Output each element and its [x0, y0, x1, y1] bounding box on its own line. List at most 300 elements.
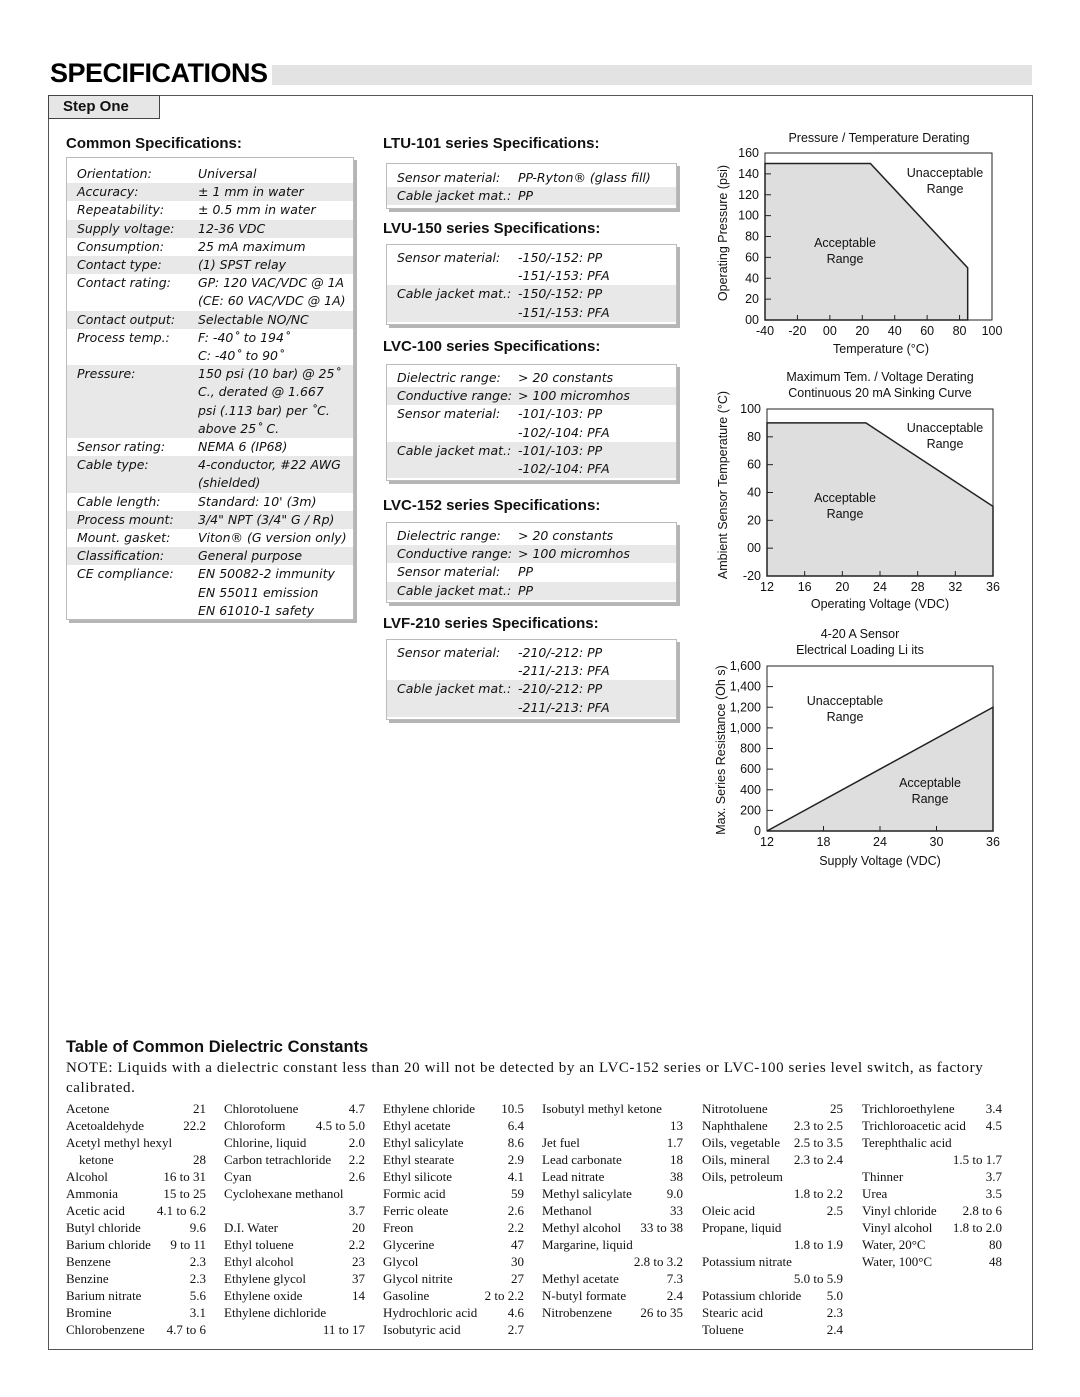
dielectric-entry — [383, 1202, 524, 1219]
dielectric-entry — [224, 1304, 365, 1321]
spec-row — [67, 220, 353, 238]
dielectric-value: 2.2 — [507, 1220, 524, 1235]
spec-value: PP — [518, 564, 534, 580]
spec-value: ± 1 mm in water — [198, 184, 304, 200]
spec-row — [67, 456, 353, 474]
dielectric-value: 4.1 to 6.2 — [156, 1203, 206, 1218]
spec-key — [77, 383, 198, 401]
liquid-name: Ferric oleate — [383, 1203, 449, 1218]
dielectric-entry — [383, 1151, 524, 1168]
liquid-name: Ammonia — [66, 1186, 118, 1201]
dielectric-entry — [702, 1304, 843, 1321]
spec-key — [397, 267, 518, 285]
spec-value: -211/-213: PFA — [518, 699, 610, 715]
liquid-name: Cyan — [224, 1169, 252, 1184]
liquid-name: Barium nitrate — [66, 1288, 142, 1303]
spec-key: Conductive range: — [397, 546, 513, 562]
dielectric-entry — [66, 1151, 206, 1168]
dielectric-value: 59 — [511, 1186, 524, 1201]
chart1-lower-label: Acceptable — [814, 236, 876, 250]
spec-key: Cable jacket mat.: — [397, 442, 512, 458]
spec-row — [387, 563, 676, 581]
liquid-name: Potassium nitrate — [702, 1254, 792, 1269]
spec-value: GP: 120 VAC/VDC @ 1A — [198, 275, 345, 291]
spec-row — [387, 644, 676, 662]
dielectric-entry — [224, 1321, 365, 1338]
dielectric-value: 47 — [511, 1237, 524, 1252]
liquid-name: Toluene — [702, 1322, 744, 1337]
resistance-voltage-chart — [705, 622, 1025, 872]
spec-key: Contact type: — [77, 257, 162, 273]
liquid-name: Acetic acid — [66, 1203, 125, 1218]
dielectric-entry — [66, 1270, 206, 1287]
spec-key: Mount. gasket: — [77, 530, 171, 546]
dielectric-entry — [224, 1270, 365, 1287]
dielectric-entry — [66, 1202, 206, 1219]
spec-key: Pressure: — [77, 366, 136, 382]
dielectric-entry — [862, 1185, 1002, 1202]
dielectric-value: 2.4 — [826, 1322, 843, 1337]
x-tick-label: 28 — [910, 580, 925, 594]
spec-row — [67, 420, 353, 438]
common-specs-box — [66, 157, 354, 620]
x-tick-label: 60 — [920, 324, 935, 338]
spec-value: General purpose — [198, 548, 303, 564]
spec-row — [387, 527, 676, 545]
spec-row — [387, 424, 676, 442]
dielectric-value: 3.7 — [348, 1203, 365, 1218]
y-tick-label: 1,400 — [729, 679, 761, 694]
x-tick-label: 12 — [760, 580, 774, 594]
page-title: SPECIFICATIONS — [50, 58, 268, 88]
spec-key: Sensor material: — [397, 645, 501, 660]
liquid-name: Ethyl stearate — [383, 1152, 455, 1167]
x-tick-label: 00 — [822, 324, 837, 338]
dielectric-col-1 — [66, 1100, 206, 1338]
spec-value: 25 mA maximum — [198, 238, 306, 254]
dielectric-entry — [542, 1151, 683, 1168]
y-tick-label: 1,200 — [729, 700, 761, 715]
spec-key: Sensor material: — [397, 564, 501, 580]
chart1-lower-label2: Range — [826, 252, 864, 266]
spec-row — [67, 311, 353, 329]
y-tick-label: 140 — [738, 166, 759, 181]
y-tick-label: 600 — [740, 762, 761, 777]
liquid-name: Chlorine, liquid — [224, 1135, 307, 1150]
spec-value: -211/-213: PFA — [518, 663, 610, 679]
spec-row — [67, 529, 353, 547]
dielectric-entry — [66, 1168, 206, 1185]
x-tick-label: -40 — [755, 324, 775, 338]
dielectric-value — [839, 1219, 843, 1236]
lvf-specs-heading: LVF-210 series Specifications: — [383, 615, 599, 632]
dielectric-value: 14 — [352, 1288, 365, 1303]
spec-row — [67, 584, 353, 602]
spec-key: Contact output: — [77, 311, 176, 327]
dielectric-entry — [224, 1134, 365, 1151]
liquid-name: Ethyl silicote — [383, 1169, 452, 1184]
dielectric-value: 4.7 — [348, 1101, 365, 1116]
dielectric-value — [361, 1304, 365, 1321]
lvu-specs-heading: LVU-150 series Specifications: — [383, 220, 601, 237]
spec-row — [387, 285, 676, 303]
spec-value: Universal — [198, 166, 257, 181]
liquid-name: Potassium chloride — [702, 1288, 802, 1303]
liquid-name: Trichloroacetic acid — [862, 1118, 966, 1133]
spec-value: NEMA 6 (IP68) — [198, 439, 288, 455]
dielectric-entry — [702, 1236, 843, 1253]
dielectric-value: 9.6 — [189, 1220, 206, 1235]
spec-key — [397, 460, 518, 478]
liquid-name: Vinyl chloride — [862, 1203, 937, 1218]
dielectric-col-3 — [383, 1100, 524, 1338]
dielectric-entry — [862, 1134, 1002, 1151]
spec-value: ± 0.5 mm in water — [198, 202, 316, 218]
liquid-name: Ethyl toluene — [224, 1237, 294, 1252]
dielectric-entry — [702, 1219, 843, 1236]
spec-key — [77, 347, 198, 365]
pressure-temperature-chart — [705, 125, 1025, 365]
dielectric-value: 7.3 — [666, 1271, 683, 1286]
liquid-name: Trichloroethylene — [862, 1101, 955, 1116]
spec-key: Dielectric range: — [397, 370, 501, 385]
dielectric-value: 1.5 to 1.7 — [952, 1152, 1002, 1167]
dielectric-entry — [66, 1236, 206, 1253]
dielectric-entry — [66, 1287, 206, 1304]
spec-key: Repeatability: — [77, 202, 165, 218]
y-tick-label: 80 — [747, 429, 761, 444]
dielectric-col-2 — [224, 1100, 365, 1338]
dielectric-value: 27 — [511, 1271, 524, 1286]
liquid-name: Bromine — [66, 1305, 112, 1320]
dielectric-value: 25 — [830, 1101, 843, 1116]
y-tick-label: 40 — [747, 485, 761, 500]
spec-value: EN 61010-1 safety — [198, 602, 314, 618]
liquid-name: Chloroform — [224, 1118, 286, 1133]
liquid-name: Ethylene oxide — [224, 1288, 303, 1303]
dielectric-entry — [383, 1219, 524, 1236]
liquid-name: Ethylene glycol — [224, 1271, 306, 1286]
chart3-lower-label2: Range — [911, 792, 949, 806]
liquid-name: Margarine, liquid — [542, 1237, 633, 1252]
spec-row — [67, 274, 353, 292]
spec-value: Selectable NO/NC — [198, 311, 309, 327]
dielectric-entry — [224, 1253, 365, 1270]
spec-row — [387, 680, 676, 698]
y-tick-label: 60 — [747, 457, 761, 472]
dielectric-value: 2.9 — [507, 1152, 524, 1167]
dielectric-value: 80 — [989, 1237, 1002, 1252]
dielectric-value: 37 — [352, 1271, 365, 1286]
liquid-name: Thinner — [862, 1169, 904, 1184]
dielectric-value: 2.0 — [348, 1135, 365, 1150]
liquid-name: Methyl acetate — [542, 1271, 619, 1286]
liquid-name: Methanol — [542, 1203, 592, 1218]
spec-row — [67, 256, 353, 274]
dielectric-value: 2.3 — [189, 1271, 206, 1286]
liquid-name: Naphthalene — [702, 1118, 768, 1133]
liquid-name: Acetyl methyl hexyl — [66, 1135, 173, 1150]
dielectric-col-6 — [862, 1100, 1002, 1270]
liquid-name: N-butyl formate — [542, 1288, 627, 1303]
dielectric-entry — [542, 1287, 683, 1304]
chart1-upper-label: Unacceptable — [906, 166, 984, 180]
liquid-name: Methyl alcohol — [542, 1220, 622, 1235]
spec-key: Cable jacket mat.: — [397, 582, 512, 598]
spec-value: F: -40˚ to 194˚ — [198, 329, 291, 345]
spec-row — [67, 493, 353, 511]
ltu-specs-box — [386, 163, 677, 209]
dielectric-entry — [862, 1236, 1002, 1253]
dielectric-value: 23 — [352, 1254, 365, 1269]
spec-row — [67, 511, 353, 529]
spec-value: Standard: 10' (3m) — [198, 493, 317, 509]
liquid-name: Isobutyl methyl ketone — [542, 1101, 662, 1116]
liquid-name: Ethylene dichloride — [224, 1305, 327, 1320]
spec-value: -101/-103: PP — [518, 406, 603, 422]
chart3-title2: Electrical Loading Li its — [796, 643, 924, 657]
spec-value: 150 psi (10 bar) @ 25˚ — [198, 366, 341, 382]
liquid-name: ketone — [66, 1152, 114, 1167]
dielectric-value — [998, 1134, 1002, 1151]
spec-key: Process temp.: — [77, 329, 170, 345]
dielectric-entry — [383, 1270, 524, 1287]
liquid-name: Hydrochloric acid — [383, 1305, 478, 1320]
chart2-xlabel: Operating Voltage (VDC) — [810, 597, 950, 611]
dielectric-value: 9 to 11 — [170, 1237, 206, 1252]
liquid-name: Ethyl alcohol — [224, 1254, 294, 1269]
chart3-ylabel: Max. Series Resistance (Oh s) — [714, 665, 728, 835]
dielectric-entry — [383, 1117, 524, 1134]
x-tick-label: 30 — [929, 835, 944, 849]
chart3-lower-label: Acceptable — [899, 776, 961, 790]
liquid-name: Terephthalic acid — [862, 1135, 952, 1150]
spec-value: -210/-212: PP — [518, 645, 603, 660]
spec-value: -102/-104: PFA — [518, 424, 610, 440]
liquid-name: Water, 20°C — [862, 1237, 926, 1252]
y-tick-label: 20 — [745, 292, 759, 307]
dielectric-value: 10.5 — [501, 1101, 524, 1116]
liquid-name: Oils, petroleum — [702, 1169, 783, 1184]
dielectric-value — [839, 1168, 843, 1185]
spec-row — [387, 369, 676, 387]
dielectric-value: 3.5 — [985, 1186, 1002, 1201]
liquid-name: Ethylene chloride — [383, 1101, 476, 1116]
dielectric-value: 3.7 — [985, 1169, 1002, 1184]
dielectric-entry — [542, 1236, 683, 1253]
dielectric-value: 2.3 — [189, 1254, 206, 1269]
spec-key — [77, 584, 198, 602]
dielectric-entry — [66, 1185, 206, 1202]
lvc100-specs-box — [386, 364, 677, 481]
dielectric-entry — [862, 1117, 1002, 1134]
liquid-name: Formic acid — [383, 1186, 446, 1201]
chart3-upper-label2: Range — [826, 710, 864, 724]
spec-row — [387, 187, 676, 205]
spec-value: > 100 micromhos — [518, 546, 630, 562]
dielectric-value: 38 — [670, 1169, 683, 1184]
spec-value: (CE: 60 VAC/VDC @ 1A) — [198, 293, 346, 309]
dielectric-value: 18 — [670, 1152, 683, 1167]
spec-row — [67, 201, 353, 219]
dielectric-entry — [66, 1304, 206, 1321]
dielectric-col-5 — [702, 1100, 843, 1338]
spec-key: Cable jacket mat.: — [397, 188, 512, 204]
spec-key: Classification: — [77, 548, 165, 564]
spec-row — [387, 699, 676, 717]
spec-row — [67, 292, 353, 310]
spec-key: Sensor rating: — [77, 439, 166, 455]
spec-value: -151/-153: PFA — [518, 304, 610, 320]
chart2-upper-label2: Range — [926, 437, 964, 451]
spec-value: 3/4" NPT (3/4" G / Rp) — [198, 511, 335, 527]
x-tick-label: -20 — [788, 324, 807, 338]
liquid-name: Benzene — [66, 1254, 111, 1269]
dielectric-entry — [542, 1219, 683, 1236]
spec-key: Conductive range: — [397, 388, 513, 404]
spec-key — [77, 474, 198, 492]
spec-key: Sensor material: — [397, 406, 501, 422]
chart3-title1: 4-20 A Sensor — [820, 627, 900, 641]
dielectric-value: 2 to 2.2 — [484, 1288, 524, 1303]
dielectric-entry — [702, 1287, 843, 1304]
dielectric-entry — [542, 1117, 683, 1134]
y-tick-label: 00 — [747, 541, 761, 556]
liquid-name: Acetoaldehyde — [66, 1118, 144, 1133]
liquid-name: Acetone — [66, 1101, 110, 1116]
dielectric-entry — [383, 1168, 524, 1185]
spec-row — [387, 387, 676, 405]
dielectric-entry — [383, 1100, 524, 1117]
x-tick-label: 100 — [981, 324, 1003, 338]
spec-value: -210/-212: PP — [518, 681, 603, 697]
lvc152-specs-heading: LVC-152 series Specifications: — [383, 497, 601, 514]
lvc100-specs-heading: LVC-100 series Specifications: — [383, 338, 601, 355]
dielectric-value: 2.3 to 2.4 — [793, 1152, 843, 1167]
dielectric-value: 2.3 — [826, 1305, 843, 1320]
dielectric-value: 2.8 to 3.2 — [633, 1254, 683, 1269]
dielectric-entry — [542, 1270, 683, 1287]
spec-value: psi (.113 bar) per ˚C. — [198, 402, 330, 418]
chart3-xlabel: Supply Voltage (VDC) — [819, 854, 941, 868]
spec-value: C: -40˚ to 90˚ — [198, 348, 285, 364]
spec-row — [67, 547, 353, 565]
x-tick-label: 32 — [948, 580, 963, 594]
chart2-upper-label: Unacceptable — [906, 421, 984, 435]
spec-key — [77, 402, 198, 420]
spec-value: -150/-152: PP — [518, 286, 603, 302]
y-tick-label: 800 — [740, 741, 761, 756]
spec-value: > 100 micromhos — [518, 388, 630, 404]
dielectric-entry — [542, 1168, 683, 1185]
spec-value: -151/-153: PFA — [518, 268, 610, 284]
dielectric-value: 3.4 — [985, 1101, 1002, 1116]
dielectric-entry — [702, 1100, 843, 1117]
x-tick-label: 20 — [855, 324, 870, 338]
liquid-name: Lead carbonate — [542, 1152, 622, 1167]
chart2-ylabel: Ambient Sensor Temperature (°C) — [716, 390, 730, 580]
spec-value: C., derated @ 1.667 — [198, 384, 324, 400]
spec-row — [67, 329, 353, 347]
spec-key — [77, 420, 198, 438]
x-tick-label: 20 — [835, 580, 850, 594]
step-tab: Step One — [48, 95, 160, 119]
spec-row — [387, 545, 676, 563]
spec-key — [77, 602, 198, 620]
dielectric-value: 15 to 25 — [163, 1186, 206, 1201]
spec-value: > 20 constants — [518, 370, 614, 385]
spec-row — [67, 238, 353, 256]
dielectric-value: 13 — [670, 1118, 683, 1133]
spec-value: > 20 constants — [518, 528, 614, 543]
dielectric-entry — [702, 1202, 843, 1219]
liquid-name: Freon — [383, 1220, 414, 1235]
y-tick-label: 100 — [740, 402, 761, 416]
spec-key: Cable jacket mat.: — [397, 286, 512, 302]
chart2-lower-label: Acceptable — [814, 491, 876, 505]
dielectric-value: 21 — [193, 1101, 206, 1116]
x-tick-label: 80 — [952, 324, 967, 338]
spec-value: (shielded) — [198, 475, 261, 491]
liquid-name: Water, 100°C — [862, 1254, 933, 1269]
liquid-name: Chlorobenzene — [66, 1322, 145, 1337]
spec-key — [397, 662, 518, 680]
liquid-name: Butyl chloride — [66, 1220, 141, 1235]
dielectric-entry — [224, 1168, 365, 1185]
y-tick-label: 200 — [740, 803, 761, 818]
y-tick-label: 120 — [738, 187, 759, 202]
liquid-name: Barium chloride — [66, 1237, 151, 1252]
liquid-name: Ethyl acetate — [383, 1118, 451, 1133]
y-tick-label: 1,000 — [729, 720, 761, 735]
liquid-name: Methyl salicylate — [542, 1186, 632, 1201]
title-rule — [272, 65, 1032, 85]
dielectric-entry — [383, 1304, 524, 1321]
common-specs-heading: Common Specifications: — [66, 135, 242, 152]
spec-key — [397, 699, 518, 717]
dielectric-value: 3.1 — [189, 1305, 206, 1320]
y-tick-label: 1,600 — [729, 659, 761, 673]
dielectric-entry — [542, 1253, 683, 1270]
dielectric-value — [839, 1253, 843, 1270]
spec-row — [67, 165, 353, 183]
y-tick-label: 100 — [738, 208, 759, 223]
spec-key — [397, 304, 518, 322]
liquid-name: Oils, vegetable — [702, 1135, 780, 1150]
dielectric-entry — [66, 1219, 206, 1236]
spec-row — [387, 405, 676, 423]
dielectric-value: 4.5 to 5.0 — [315, 1118, 365, 1133]
dielectric-entry — [224, 1219, 365, 1236]
spec-row — [67, 365, 353, 383]
dielectric-entry — [383, 1287, 524, 1304]
y-tick-label: 60 — [745, 250, 759, 265]
x-tick-label: 40 — [887, 324, 902, 338]
liquid-name: Stearic acid — [702, 1305, 763, 1320]
liquid-name: Propane, liquid — [702, 1220, 782, 1235]
liquid-name: Cyclohexane methanol — [224, 1186, 344, 1201]
dielectric-entry — [383, 1253, 524, 1270]
spec-key: Contact rating: — [77, 275, 171, 291]
dielectric-value — [202, 1134, 206, 1151]
spec-row — [387, 442, 676, 460]
spec-key — [77, 292, 198, 310]
dielectric-entry — [702, 1151, 843, 1168]
dielectric-value: 2.5 to 3.5 — [793, 1135, 843, 1150]
dielectric-value: 48 — [989, 1254, 1002, 1269]
dielectric-entry — [224, 1287, 365, 1304]
dielectric-entry — [862, 1253, 1002, 1270]
